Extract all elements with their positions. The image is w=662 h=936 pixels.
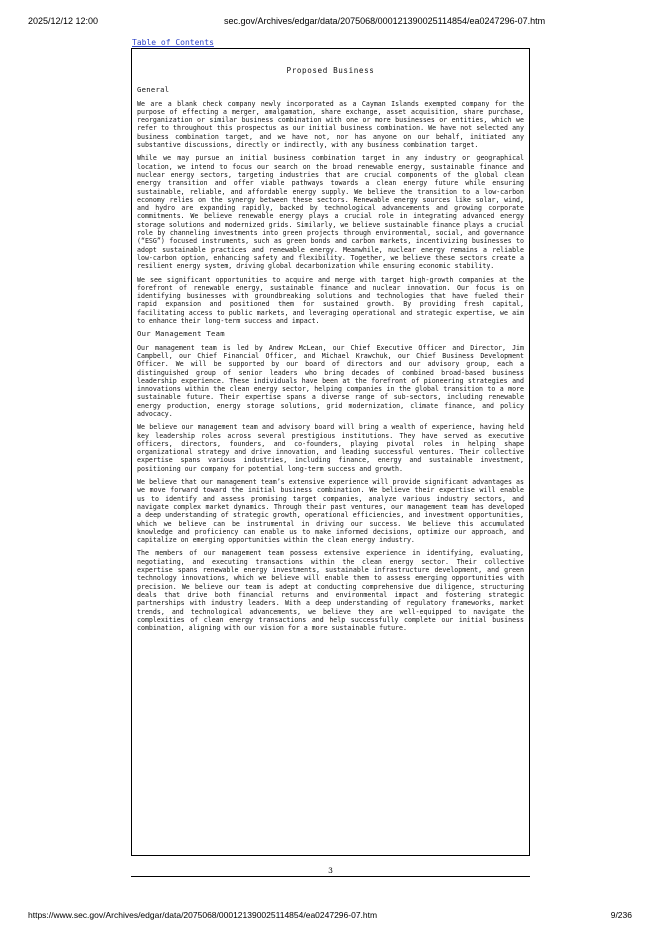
document-content-box <box>131 48 530 856</box>
management-paragraph-2: We believe our management team and advisory board will bring a wealth of experience, having held key leadership roles across several prestigious institutions. They have served as executive officers, directors, founders, and co-founders, playing pivotal roles in helping shape organizational strategy and drive innovation, and leading successful ventures. Their collective expertise spans various industries, including finance, energy and sustainable investment, positioning our company for potential long-term success and growth. <box>137 423 524 473</box>
section-title: Proposed Business <box>286 66 375 75</box>
management-paragraph-4: The members of our management team possess extensive experience in identifying, evaluating, negotiating, and executing transactions within the clean energy sector. Their collective expertise spans renewable energy investments, sustainable infrastructure development, and green technology innovations, which we believe will enable them to assess emerging opportunities with precision. We believe our team is adept at conducting comprehensive due diligence, structuring deals that drive both financial returns and environmental impact and fostering strategic partnerships with industry leaders. With a deep understanding of regulatory frameworks, market trends, and technological advancements, we believe they are well-equipped to navigate the complexities of clean energy transactions and help successfully complete our initial business combination, aligning with our vision for a more sustainable future. <box>137 549 524 633</box>
management-heading: Our Management Team <box>137 329 225 339</box>
management-paragraph-3: We believe that our management team’s extensive experience will provide significant advantages as we move forward toward the initial business combination. We believe their expertise will enable us to identify and assess promising target companies, analyze various industry sectors, and navigate complex market dynamics. Through their past ventures, our management team has developed a deep understanding of strategic growth, operational efficiencies, and investment opportunities, which we believe can be instrumental in driving our success. We believe this accumulated knowledge and proficiency can enable us to make informed decisions, optimize our approach, and capitalize on emerging opportunities within the clean energy industry. <box>137 478 524 545</box>
page-number: 3 <box>328 866 333 875</box>
print-datetime: 2025/12/12 12:00 <box>28 16 99 26</box>
general-paragraph-1: We are a blank check company newly incorporated as a Cayman Islands exempted company for the purpose of effecting a merger, amalgamation, share exchange, asset acquisition, share purchase, reorganization or similar business combination with one or more businesses or entities, which we refer to throughout this prospectus as our initial business combination. We have not selected any business combination target, and we have not, nor has anyone on our behalf, initiated any substantive discussions, directly or indirectly, with any business combination target. <box>137 99 524 150</box>
print-footer-url: https://www.sec.gov/Archives/edgar/data/2075068/000121390025114854/ea0247296-07.htm <box>28 910 378 920</box>
browser-print-footer <box>0 910 662 922</box>
browser-print-header <box>0 16 662 28</box>
table-of-contents-link[interactable]: Table of Contents <box>132 38 214 47</box>
general-heading: General <box>137 85 170 95</box>
general-paragraph-2: While we may pursue an initial business combination target in any industry or geographical location, we intend to focus our search on the broad renewable energy, sustainable finance and nuclear energy sectors, targeting industries that are crucial components of the global clean energy transition and offer viable pathways towards a clean energy future while ensuring sustainable, reliable, and affordable energy supply. We believe the transition to a low-carbon economy relies on the synergy between these sectors. Renewable energy sources like solar, wind, and hydro are expanding rapidly, backed by technological advancements and growing corporate commitments. We believe renewable energy plays a crucial role in integrating advanced energy storage solutions and modernized grids. Similarly, we believe sustainable finance plays a crucial role by channeling investments into green projects through environmental, social, and governance (“ESG”) focused instruments, such as green bonds and carbon markets, incentivizing businesses to adopt sustainable practices and renewable energy. Meanwhile, nuclear energy remains a reliable low-carbon option, enhancing safety and flexibility. Together, we believe these sectors create a resilient energy system, driving global decarbonization while ensuring economic stability. <box>137 154 524 271</box>
general-paragraph-3: We see significant opportunities to acquire and merge with target high-growth companies at the forefront of renewable energy, sustainable finance and nuclear innovation. Our focus is on identifying businesses with groundbreaking solutions and technologies that have fueled their rapid expansion and positioned them for sustained growth. By providing fresh capital, facilitating access to public markets, and leveraging operational and strategic expertise, we aim to enhance their long-term success and impact. <box>137 275 524 326</box>
print-page-counter: 9/236 <box>610 910 632 920</box>
management-paragraph-1: Our management team is led by Andrew McLean, our Chief Executive Officer and Director, Jim Campbell, our Chief Financial Officer, and Michael Krawchuk, our Chief Business Development Officer. We will be supported by our board of directors and our advisory group, each a distinguished group of senior leaders who bring decades of combined broad-based business leadership experience. These individuals have been at the forefront of pioneering strategies and innovations within the clean energy sector, helping companies in the global transition to a more sustainable future. Their expertise spans a diverse range of sub-sectors, including renewable energy production, energy storage solutions, grid modernization, climate finance, and policy advocacy. <box>137 343 524 418</box>
print-header-url: sec.gov/Archives/edgar/data/2075068/000121390025114854/ea0247296-07.htm <box>224 16 546 26</box>
page-divider <box>131 876 530 877</box>
